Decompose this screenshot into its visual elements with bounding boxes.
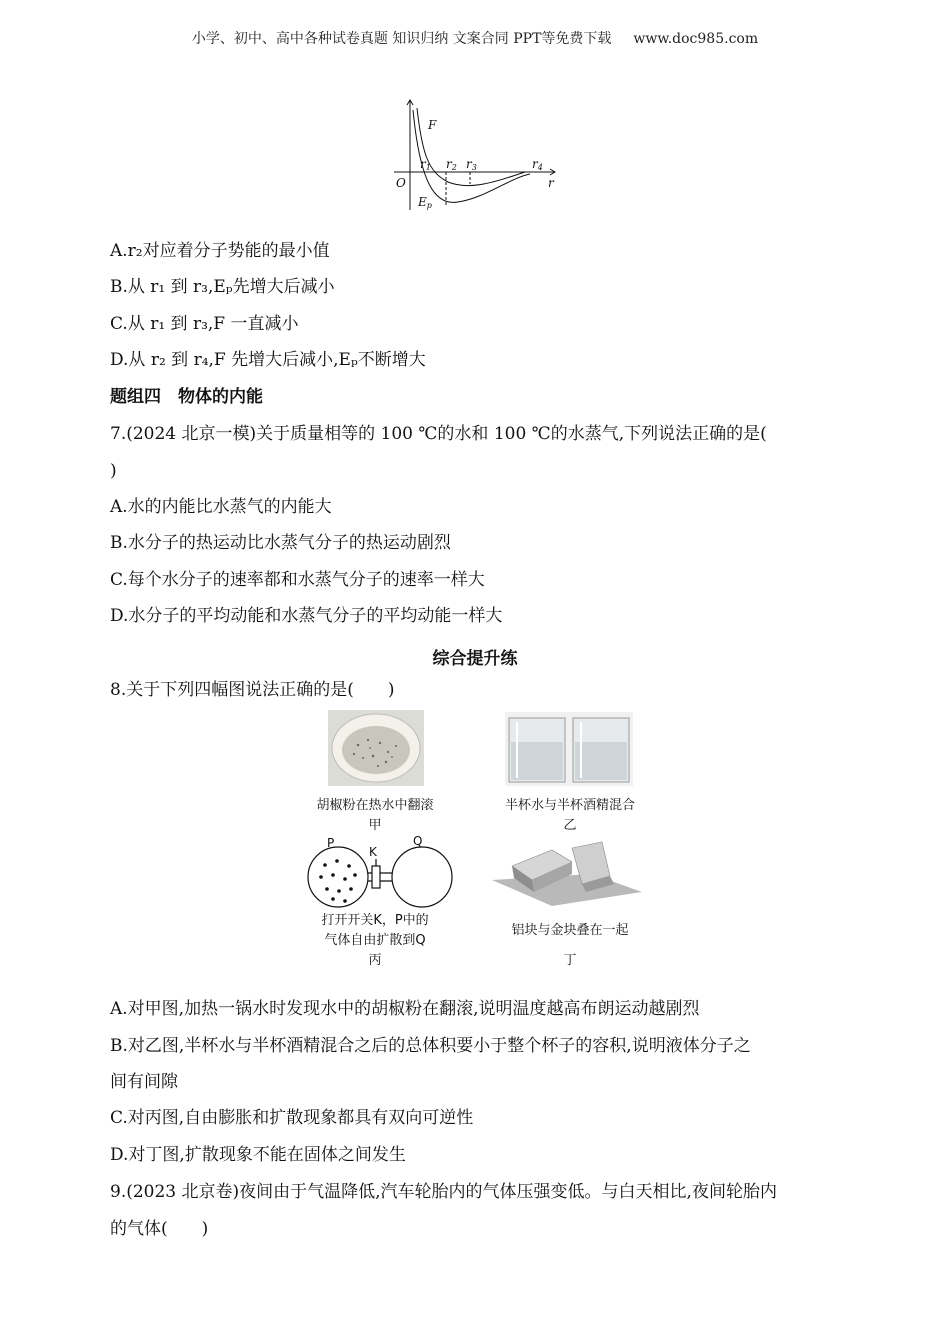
q7-option-b: B.水分子的热运动比水蒸气分子的热运动剧烈 (110, 533, 451, 553)
header-url: www.doc985.com (633, 31, 759, 47)
q8-option-c: C.对丙图,自由膨胀和扩散现象都具有双向可逆性 (110, 1108, 474, 1128)
label-r1: r1 (420, 157, 431, 172)
q7-option-d: D.水分子的平均动能和水蒸气分子的平均动能一样大 (110, 606, 503, 626)
figure-ding-label: 丁 (563, 953, 577, 968)
figure-bing-label: 丙 (368, 953, 382, 968)
q6-option-c: C.从 r₁ 到 r₃,F 一直减小 (110, 314, 299, 334)
q8-stem: 8.关于下列四幅图说法正确的是( ) (110, 680, 395, 700)
label-r3: r3 (466, 157, 477, 172)
q7-option-a: A.水的内能比水蒸气的内能大 (110, 497, 332, 517)
label-r4: r4 (532, 157, 543, 172)
q8-option-b-2: 间有间隙 (110, 1072, 178, 1092)
q9-stem-1: 9.(2023 北京卷)夜间由于气温降低,汽车轮胎内的气体压强变低。与白天相比,夜间轮胎内 (110, 1182, 777, 1202)
figure-yi-label: 乙 (563, 818, 577, 833)
figure-jia-image (328, 710, 424, 786)
figure-ding-image (492, 840, 647, 912)
label-Q: Q (413, 835, 423, 848)
q9-stem-2: 的气体( ) (110, 1219, 209, 1239)
q6-option-a: A.r₂对应着分子势能的最小值 (110, 241, 330, 261)
figure-bing-caption-2: 气体自由扩散到Q (324, 933, 426, 948)
page-header (0, 28, 950, 48)
label-Ep: Ep (418, 195, 432, 210)
q8-option-b-1: B.对乙图,半杯水与半杯酒精混合之后的总体积要小于整个杯子的容积,说明液体分子之 (110, 1036, 751, 1056)
label-K: K (369, 845, 377, 859)
figure-jia-label: 甲 (368, 818, 382, 833)
figure-yi-image (505, 712, 633, 786)
label-P: P (327, 836, 335, 850)
label-F: F (428, 118, 437, 132)
q7-stem-1: 7.(2024 北京一模)关于质量相等的 100 ℃的水和 100 ℃的水蒸气,下列说法正确的是( (110, 424, 767, 444)
group4-title: 题组四 物体的内能 (110, 387, 263, 407)
q7-stem-2: ) (110, 461, 117, 481)
label-origin: O (396, 176, 406, 190)
section-title: 综合提升练 (432, 649, 518, 669)
q8-option-a: A.对甲图,加热一锅水时发现水中的胡椒粉在翻滚,说明温度越高布朗运动越剧烈 (110, 999, 700, 1019)
force-potential-graph (390, 98, 560, 213)
q6-option-d: D.从 r₂ 到 r₄,F 先增大后减小,Eₚ不断增大 (110, 350, 426, 370)
figure-jia-caption: 胡椒粉在热水中翻滚 (316, 798, 434, 813)
figure-bing-caption-1: 打开开关K，P中的 (321, 913, 429, 928)
q6-option-b: B.从 r₁ 到 r₃,Eₚ先增大后减小 (110, 277, 335, 297)
q8-option-d: D.对丁图,扩散现象不能在固体之间发生 (110, 1145, 406, 1165)
label-r-axis: r (548, 176, 554, 190)
figure-bing-image (305, 835, 455, 915)
header-text: 小学、初中、高中各种试卷真题 知识归纳 文案合同 PPT等免费下载 (191, 31, 612, 47)
figure-yi-caption: 半杯水与半杯酒精混合 (504, 798, 635, 813)
label-r2: r2 (446, 157, 457, 172)
figure-ding-caption: 铝块与金块叠在一起 (511, 923, 629, 938)
q7-option-c: C.每个水分子的速率都和水蒸气分子的速率一样大 (110, 570, 485, 590)
